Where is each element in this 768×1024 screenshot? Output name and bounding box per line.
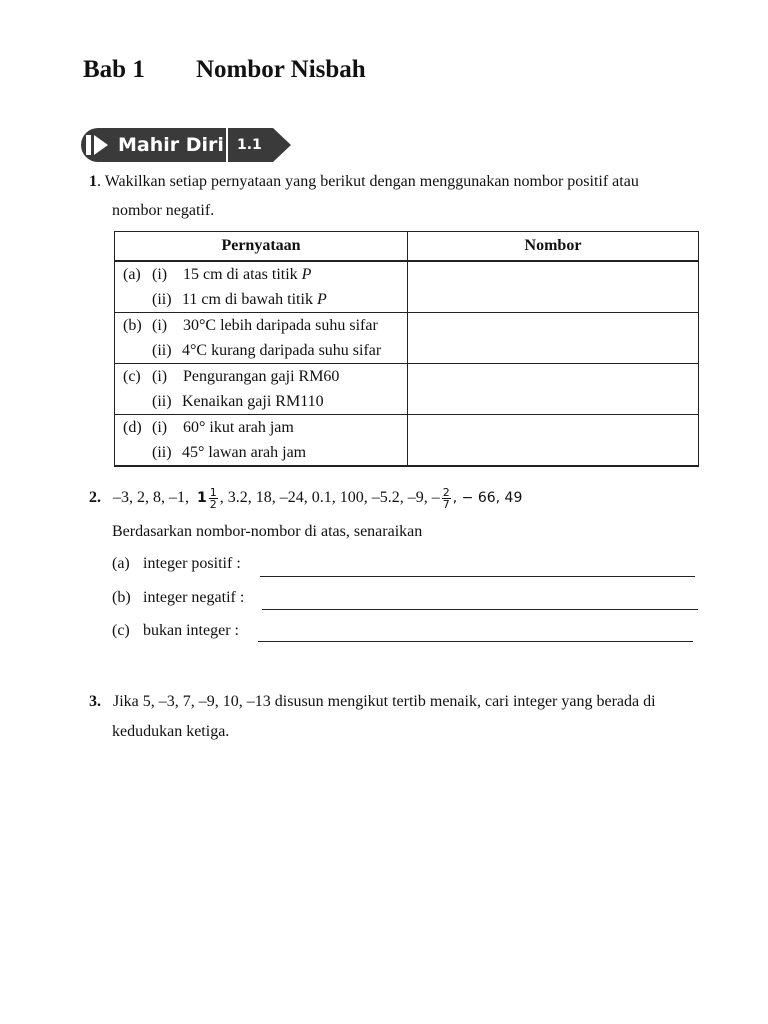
sub-label: (ii) <box>152 342 172 359</box>
mixed-number-fraction <box>209 487 218 510</box>
statement-text: Kenaikan gaji RM110 <box>182 393 324 410</box>
answer-cell[interactable] <box>408 364 699 415</box>
sub-label: (i) <box>152 317 168 334</box>
sub-label: (ii) <box>152 291 172 308</box>
statement-text: 4°C kurang daripada suhu sifar <box>182 342 382 359</box>
number-list-part3: , − 66, 49 <box>452 490 523 506</box>
chapter-number: Bab 1 <box>83 56 145 83</box>
statement-text: 60° ikut arah jam <box>183 419 294 436</box>
number-list-part2: , 3.2, 18, –24, 0.1, 100, –5.2, –9, – <box>219 489 440 506</box>
statement-text: 30°C lebih daripada suhu sifar <box>183 317 378 334</box>
sub-label: (i) <box>152 266 168 283</box>
question-1 <box>89 167 639 197</box>
fraction-denominator: 2 <box>209 497 217 511</box>
fraction-denominator: 7 <box>442 497 450 511</box>
item-text: bukan integer : <box>143 622 239 639</box>
question-1-number: 1 <box>89 173 97 190</box>
item-text: integer positif : <box>143 555 241 572</box>
answer-line-positive[interactable] <box>260 575 695 577</box>
row-label: (b) <box>123 317 142 334</box>
question-3-text: Jika 5, –3, 7, –9, 10, –13 disusun mengikut tertib menaik, cari integer yang berada di <box>113 693 656 710</box>
question-2-instruction: Berdasarkan nombor-nombor di atas, senaraikan <box>112 523 423 540</box>
row-label: (a) <box>123 266 141 283</box>
number-list-part1: –3, 2, 8, –1, <box>113 489 189 506</box>
statement-text: 45° lawan arah jam <box>182 444 307 461</box>
statement-cell <box>115 415 408 467</box>
statement-cell <box>115 313 408 364</box>
statement-table <box>114 231 699 467</box>
answer-line-non-integer[interactable] <box>258 640 693 642</box>
item-label: (c) <box>112 622 130 639</box>
answer-cell[interactable] <box>408 313 699 364</box>
statement-text: Pengurangan gaji RM60 <box>183 368 340 385</box>
fill-item-negative <box>112 586 244 610</box>
item-label: (a) <box>112 555 130 572</box>
header-nombor: Nombor <box>408 232 699 262</box>
item-label: (b) <box>112 589 131 606</box>
answer-line-negative[interactable] <box>262 608 698 610</box>
banner-label: Mahir Diri <box>118 134 224 156</box>
row-label: (d) <box>123 419 142 436</box>
header-pernyataan: Pernyataan <box>115 232 408 262</box>
question-2-number: 2. <box>89 489 101 506</box>
answer-cell[interactable] <box>408 261 699 313</box>
sub-label: (i) <box>152 368 168 385</box>
sub-label: (ii) <box>152 444 172 461</box>
sub-label: (ii) <box>152 393 172 410</box>
table-row <box>115 261 699 313</box>
fraction-numerator: 2 <box>442 485 450 499</box>
mixed-number-whole: 1 <box>197 490 207 506</box>
statement-cell <box>115 364 408 415</box>
chapter-title <box>83 56 366 84</box>
answer-cell[interactable] <box>408 415 699 467</box>
question-3 <box>89 688 656 716</box>
negative-fraction <box>442 487 451 510</box>
question-1-text-line2: nombor negatif. <box>112 202 215 219</box>
point-label: P <box>316 291 327 308</box>
table-row <box>115 313 699 364</box>
question-3-text-line2: kedudukan ketiga. <box>112 723 230 740</box>
question-3-number: 3. <box>89 693 101 710</box>
item-text: integer negatif : <box>143 589 245 606</box>
table-row <box>115 364 699 415</box>
fill-item-positive <box>112 552 241 576</box>
statement-text: 15 cm di atas titik <box>183 266 302 283</box>
statement-text: 11 cm di bawah titik <box>182 291 317 308</box>
table-row <box>115 415 699 467</box>
row-label: (c) <box>123 368 141 385</box>
chapter-name: Nombor Nisbah <box>196 56 366 83</box>
statement-cell <box>115 261 408 313</box>
fill-item-non-integer <box>112 619 239 643</box>
fraction-numerator: 1 <box>209 485 217 499</box>
point-label: P <box>301 266 312 283</box>
question-2 <box>89 484 522 512</box>
sub-label: (i) <box>152 419 168 436</box>
banner-number: 1.1 <box>237 137 262 153</box>
question-1-text: . Wakilkan setiap pernyataan yang berikut dengan menggunakan nombor positif atau <box>97 173 639 190</box>
